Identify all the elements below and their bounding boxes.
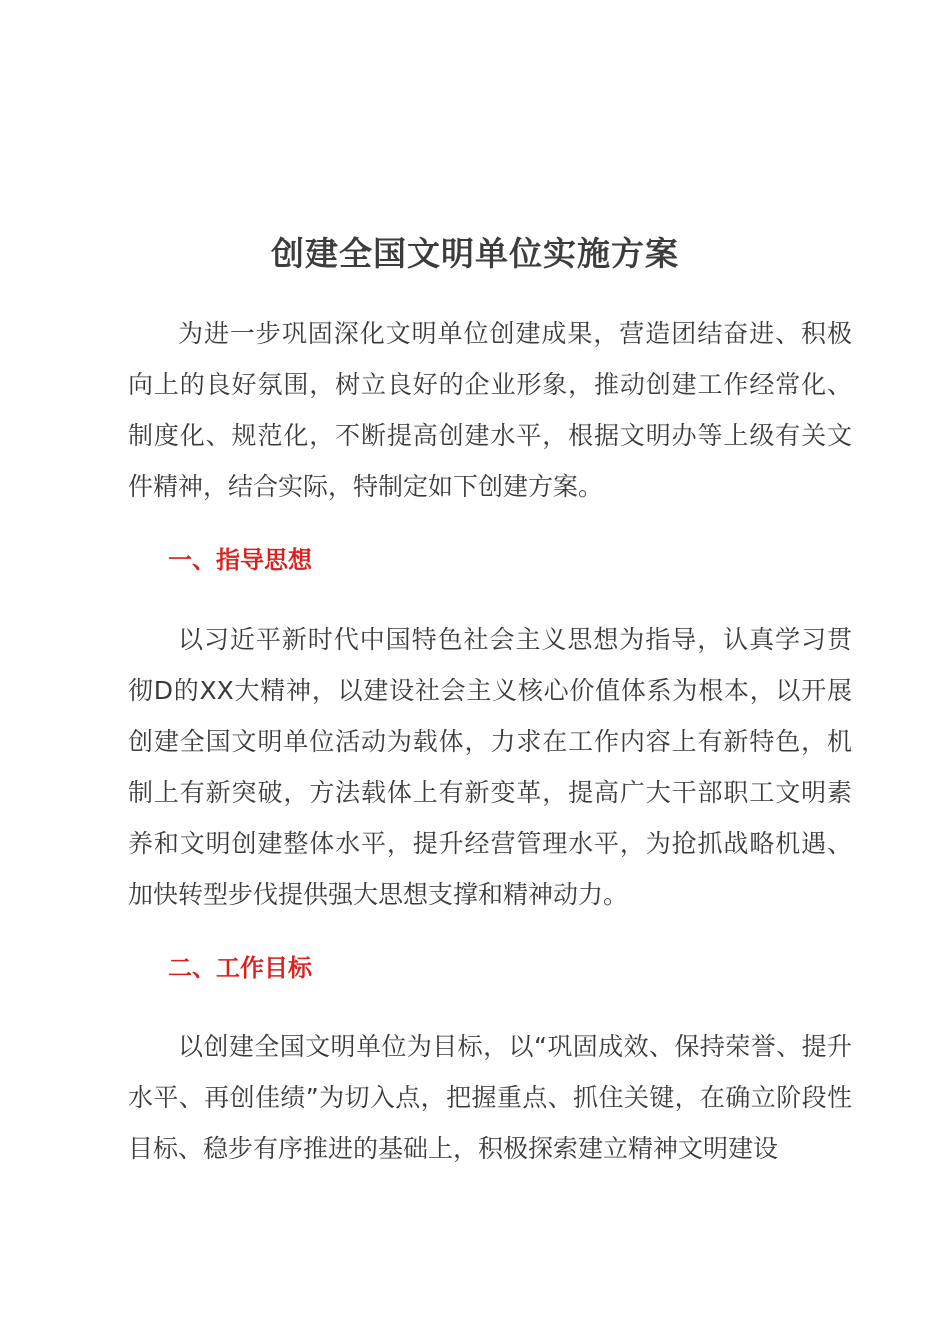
intro-paragraph: 为进一步巩固深化文明单位创建成果，营造团结奋进、积极向上的良好氛围，树立良好的企业形象，推动创建工作经常化、制度化、规范化，不断提高创建水平，根据文明办等上级有关文件精神，结合实际，特制定如下创建方案。 (128, 319, 852, 501)
document-title: 创建全国文明单位实施方案 (271, 234, 679, 273)
section-body-guiding-ideology: 以习近平新时代中国特色社会主义思想为指导，认真学习贯彻D的XX大精神，以建设社会主义核心价值体系为根本，以开展创建全国文明单位活动为载体，力求在工作内容上有新特色，机制上有新突破，方法载体上有新变革，提高广大干部职工文明素养和文明创建整体水平，提升经营管理水平，为抢抓战略机遇、加快转型步伐提供强大思想支撑和精神动力。 (128, 625, 852, 909)
section-body-work-goals: 以创建全国文明单位为目标，以“巩固成效、保持荣誉、提升水平、再创佳绩”为切入点，把握重点、抓住关键，在确立阶段性目标、稳步有序推进的基础上，积极探索建立精神文明建设 (128, 1032, 852, 1163)
section-heading-work-goals: 二、工作目标 (168, 954, 312, 982)
section-heading-guiding-ideology: 一、指导思想 (168, 546, 312, 574)
